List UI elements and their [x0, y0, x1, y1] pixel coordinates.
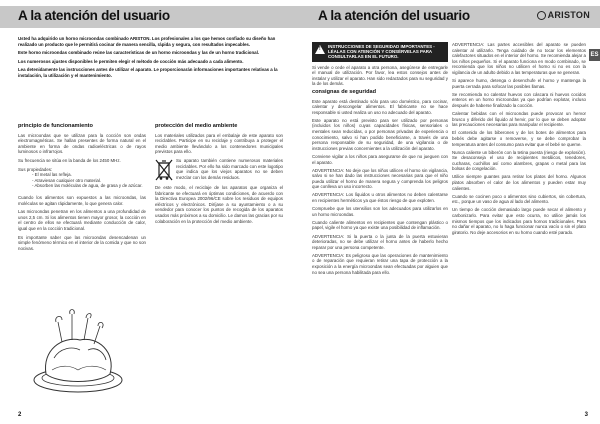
body-paragraph: Cuando se cocinen poco o alimentos sino cubiertos, sin cobertura, etc., porque un vaso de agua al lado del alimento. [452, 193, 586, 205]
body-paragraph: Este aparato está destinado sólo para uso doméstico, para cocinar, calentar y descongelar alimentos. El fabricante no se hace responsable si usted realiza un uso no adecuado del aparato. [312, 98, 448, 115]
body-paragraph: Las microondas que se utilizan para la cocción son ondas electromagnéticas. Se hallan presentes de forma natural en el ambiente en forma de ondas radioeléctricas o de rayos luminosos o infrarrojos. [18, 132, 146, 155]
properties-heading: Sus propiedades: [18, 166, 53, 172]
weee-notice [155, 158, 283, 182]
section-environment [155, 121, 283, 227]
page-number: 3 [584, 412, 588, 418]
body-paragraph: Conviene vigilar a los niños para asegurarse de que no jueguen con el aparato. [312, 153, 448, 165]
page-title: A la atención del usuario [318, 8, 470, 23]
intro-paragraph: Este horno microondas combinado reúne las características de un horno microondas y las de un horno tradicional. [18, 50, 260, 56]
safety-column-1 [312, 42, 448, 278]
warning-text: INSTRUCCIONES DE SEGURIDAD IMPORTANTES - LÉALAS CON ATENCIÓN Y CONSÉRVELAS PARA CONSULTARLAS EN EL FUTURO. [328, 44, 435, 60]
intro-block [18, 36, 286, 82]
body-paragraph: ADVERTENCIA: Los líquidos u otros alimentos no deben calentarse en recipientes herméticos ya que éstos riesgo de que exploten. [312, 192, 448, 204]
list-item: - El metal las refleja. [32, 172, 72, 178]
intro-paragraph: Lea detenidamente las instrucciones antes de utilizar el aparato. Le proporcionarán informaciones importantes relativas a la instalación, la utilización y el mantenimiento. [18, 67, 278, 78]
body-paragraph: Su frecuencia se sitúa en la banda de los 2450 MHz. [18, 157, 121, 163]
body-paragraph: Utilice siempre guantes para retirar los platos del horno. Algunos platos absorben el calor de los alimentos y pueden estar muy calientes. [452, 174, 586, 191]
body-paragraph: ADVERTENCIA: No deje que los niños utilicen el horno sin vigilancia, salvo si se han dado las instrucciones necesarias para que el niño pueda utilizar el horno de manera segura y comprenda los peligros que conlleva un uso incorrecto. [312, 167, 448, 190]
body-paragraph: Las microondas penetran en los alimentos a una profundidad de unos 2,5 cm. Si los alimentos tienen mayor grosor, la cocción en el centro de ellos se efectuará mediante conducción de calor, igual que en la cocción tradicional. [18, 209, 146, 231]
safety-warning-box [312, 42, 448, 62]
intro-paragraph: Usted ha adquirido un horno microondas combinado ARISTON. Los profesionales a los que hemos confiado su diseño han realizado un producto que le permitirá cocinar de manera sencilla, rápida y segura, con resultados impecables. [18, 36, 276, 47]
body-paragraph: Se recomienda no calentar huevos con cáscara ni huevos cocidos enteros en un horno microondas ya que podrían explotar, incluso después de haberse finalizado la cocción. [452, 91, 586, 108]
section-heading: principio de funcionamiento [18, 123, 93, 129]
section-heading: consignas de seguridad [312, 88, 377, 95]
warning-triangle-icon: ! [315, 45, 325, 54]
body-paragraph: Nunca caliente un biberón con la tetina puesta (riesgo de explosión). Se desaconseja el uso de recipientes metálicos, tenedores, cucharas, cuchillos así como alambres, grapas o metal para las bolsas de congelación. [452, 149, 586, 172]
body-paragraph: El contenido de los biberones y de los botes de alimentos para bebés debe agitarse o removerse, y se debe comprobar la temperatura antes del consumo para evitar que el bebé se queme. [452, 130, 586, 147]
properties-list [18, 172, 146, 189]
ariston-logo-icon [537, 11, 546, 20]
crossed-bin-icon [155, 158, 173, 182]
body-paragraph: Es importante saber que las microondas desencadenan un simple fenómeno térmico en el interior de la comida y que no son nocivas. [18, 234, 146, 251]
body-paragraph: Un tiempo de cocción demasiado largo puede secar el alimento y carbonizarlo. Para evitar que esto ocurra, no utilice jamás los mismos tiempos que los indicados para hornos tradicionales. Para no dañar el aparato, no lo haga funcionar nunca vacío o sin el plato giratorio. No deje accesorios en su horno cuando esté parado. [452, 207, 586, 235]
body-paragraph: Los materiales utilizados para el embalaje de este aparato son reciclables. Participe en su reciclaje y contribuya a proteger el medio ambiente llevándolo a los contenedores municipales previstos para ello. [155, 132, 283, 155]
intro-paragraph: Los numerosos ajustes disponibles le permiten elegir el método de cocción más adecuado a cada alimento. [18, 58, 244, 64]
body-paragraph: Cuando los alimentos son expuestos a las microondas, las moléculas se agitan rápidamente, lo que genera calor. [18, 194, 146, 206]
body-paragraph: Compruebe que los utensilios son los adecuados para utilizarlos en un horno microondas. [312, 206, 448, 217]
body-paragraph: Calentar bebidas con el microondas puede provocar un hervor brusco y diferido del líquido al hervir, por lo que se deben adoptar las precauciones necesarias para manipular el recipiente. [452, 111, 586, 128]
body-paragraph: De este modo, el reciclaje de los aparatos que organiza el fabricante se efectuará en óptimas condiciones, de acuerdo con la Directiva Europea 2002/96/CE sobre los residuos de equipos eléctricos y electrónicos. Diríjase a su ayuntamiento o a su vendedor para conocer los puntos de recogida de los aparatos usados más próximos a su domicilio. Le damos las gracias por su colaboración en la protección del medio ambiente. [155, 184, 283, 224]
roast-chicken-illustration [32, 300, 124, 396]
chicken-dish-icon [32, 300, 124, 396]
list-item: - Atraviesan cualquier otro material. [32, 177, 102, 183]
page-number: 2 [18, 412, 22, 418]
body-paragraph: ADVERTENCIA: Las partes accesibles del aparato se pueden calentar al utilizarlo. Tenga cuidado de no tocar los elementos calefactores situados en el interior del horno. Se recomienda alejar a los niños pequeños. Si el aparato funciona en modo combinado, se recomienda que los niños no utilicen el horno si no es con la vigilancia de un adulto debido a las temperaturas que se generan. [452, 42, 586, 75]
body-paragraph: Este aparato no está previsto para ser utilizado por personas (incluidos los niños) cuyas capacidades físicas, sensoriales o mentales sean reducidas, o por personas privadas de experiencia o conocimiento, salvo si han podido beneficiarse, a través de una persona responsable de su seguridad, de una vigilancia o de instrucciones previas concernientes a la utilización del aparato. [312, 117, 448, 151]
body-paragraph: Si vende o cede el aparato a otra persona, asegúrese de entregarle el manual de utilización. Por favor, lea estos consejos antes de instalar y utilizar el aparato. Han sido redactados para su seguridad y la de los demás. [312, 64, 448, 87]
page-title: A la atención del usuario [18, 8, 170, 23]
body-paragraph: ADVERTENCIA: Si la puerta o la junta de la puerta estuvieran deterioradas, no se debe utilizar el horno antes de haberlo hecho reparar por una persona competente. [312, 233, 448, 250]
section-operating-principle [18, 121, 146, 254]
list-item: - Absorben las moléculas de agua, de grasa y de azúcar. [32, 183, 143, 189]
section-heading: protección del medio ambiente [155, 123, 238, 129]
weee-text: Su aparato también contiene numerosos materiales reciclables. Por ello ha sido marcado con este logotipo que indica que los viejos aparatos no se deben mezclar con los demás residuos. [176, 157, 283, 180]
brand-name: ARISTON [547, 10, 590, 20]
body-paragraph: Si aparece humo, detenga o desenchufe el horno y mantenga la puerta cerrada para sofocar las posibles llamas. [452, 78, 586, 89]
language-tab: ES [589, 49, 600, 61]
brand-logo [537, 10, 590, 20]
safety-column-2 [452, 42, 586, 238]
body-paragraph: Cuando caliente alimentos en recipientes que contengan plástico o papel, vigile el horno ya que existe una posibilidad de inflamación. [312, 219, 448, 231]
right-page [300, 0, 600, 424]
body-paragraph: ADVERTENCIA: Es peligroso que las operaciones de mantenimiento o de reparación que requieran retirar una tapa de protección a la exposición a la energía microondas sean efectuadas por alguien que no sea una persona habilitada para ello. [312, 252, 448, 275]
